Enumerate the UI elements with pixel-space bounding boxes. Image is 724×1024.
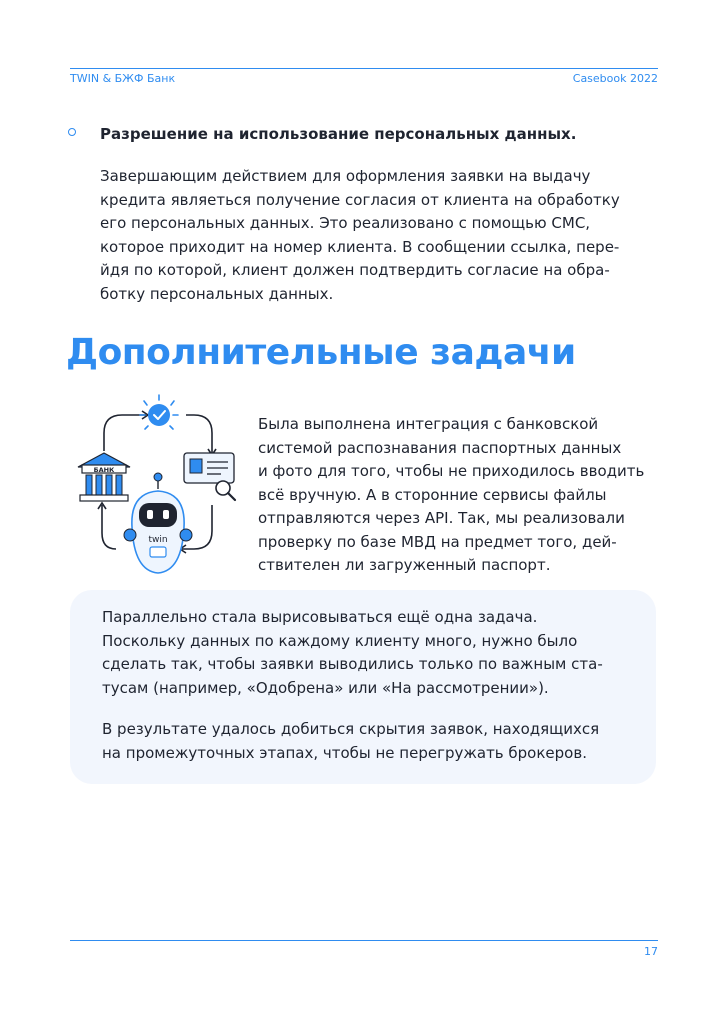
magnifier-icon [216, 481, 235, 500]
callout-line: Поскольку данных по каждому клиенту много, нужно было [102, 631, 578, 650]
integration-line: ствителен ли загруженный паспорт. [258, 556, 551, 574]
integration-line: системой распознавания паспортных данных [258, 438, 622, 457]
integration-line: всё вручную. А в сторонние сервисы файлы [258, 485, 607, 504]
page-number: 17 [644, 945, 658, 958]
consent-line: йдя по которой, клиент должен подтвердить согласие на обра- [100, 261, 610, 279]
bank-icon [78, 453, 130, 501]
callout-line: В результате удалось добиться скрытия заявок, находящихся [102, 720, 600, 738]
footer-divider [70, 940, 658, 941]
header-publication: Casebook 2022 [572, 72, 658, 85]
consent-line: Завершающим действием для оформления заявки на выдачу [100, 167, 591, 185]
callout-paragraph-1 [102, 606, 642, 700]
bank-label: БАНК [93, 466, 115, 474]
callout-line: Параллельно стала вырисовываться ещё одна задача. [102, 608, 538, 626]
callout-line: на промежуточных этапах, чтобы не перегружать брокеров. [102, 743, 587, 762]
id-card-icon [184, 453, 234, 483]
consent-line: которое приходит на номер клиента. В сообщении ссылка, пере- [100, 237, 620, 256]
header-divider [70, 68, 658, 69]
integration-line: отправляются через API. Так, мы реализовали [258, 509, 625, 527]
integration-line: проверку по базе МВД на предмет того, дей- [258, 532, 617, 551]
callout-line: тусам (например, «Одобрена» или «На рассмотрении»). [102, 678, 549, 697]
check-icon [140, 395, 178, 429]
integration-line: и фото для того, чтобы не приходилось вводить [258, 462, 645, 480]
consent-line: ботку персональных данных. [100, 284, 334, 303]
integration-paragraph [258, 413, 668, 578]
consent-line: кредита являеться получение согласия от клиента на обработку [100, 190, 620, 209]
consent-line: его персональных данных. Это реализовано с помощью СМС, [100, 214, 591, 232]
callout-line: сделать так, чтобы заявки выводились только по важным ста- [102, 655, 603, 673]
consent-paragraph [100, 165, 670, 306]
integration-line: Была выполнена интеграция с банковской [258, 415, 599, 433]
callout-box [70, 590, 656, 784]
consent-title: Разрешение на использование персональных данных. [100, 125, 577, 143]
robot-icon [124, 473, 192, 573]
robot-label: twin [148, 535, 168, 545]
integration-illustration [66, 393, 250, 583]
bullet-circle-icon [68, 128, 76, 136]
section-title: Дополнительные задачи [66, 332, 576, 373]
header-company: TWIN & БЖФ Банк [70, 72, 176, 85]
callout-paragraph-2 [102, 718, 642, 765]
